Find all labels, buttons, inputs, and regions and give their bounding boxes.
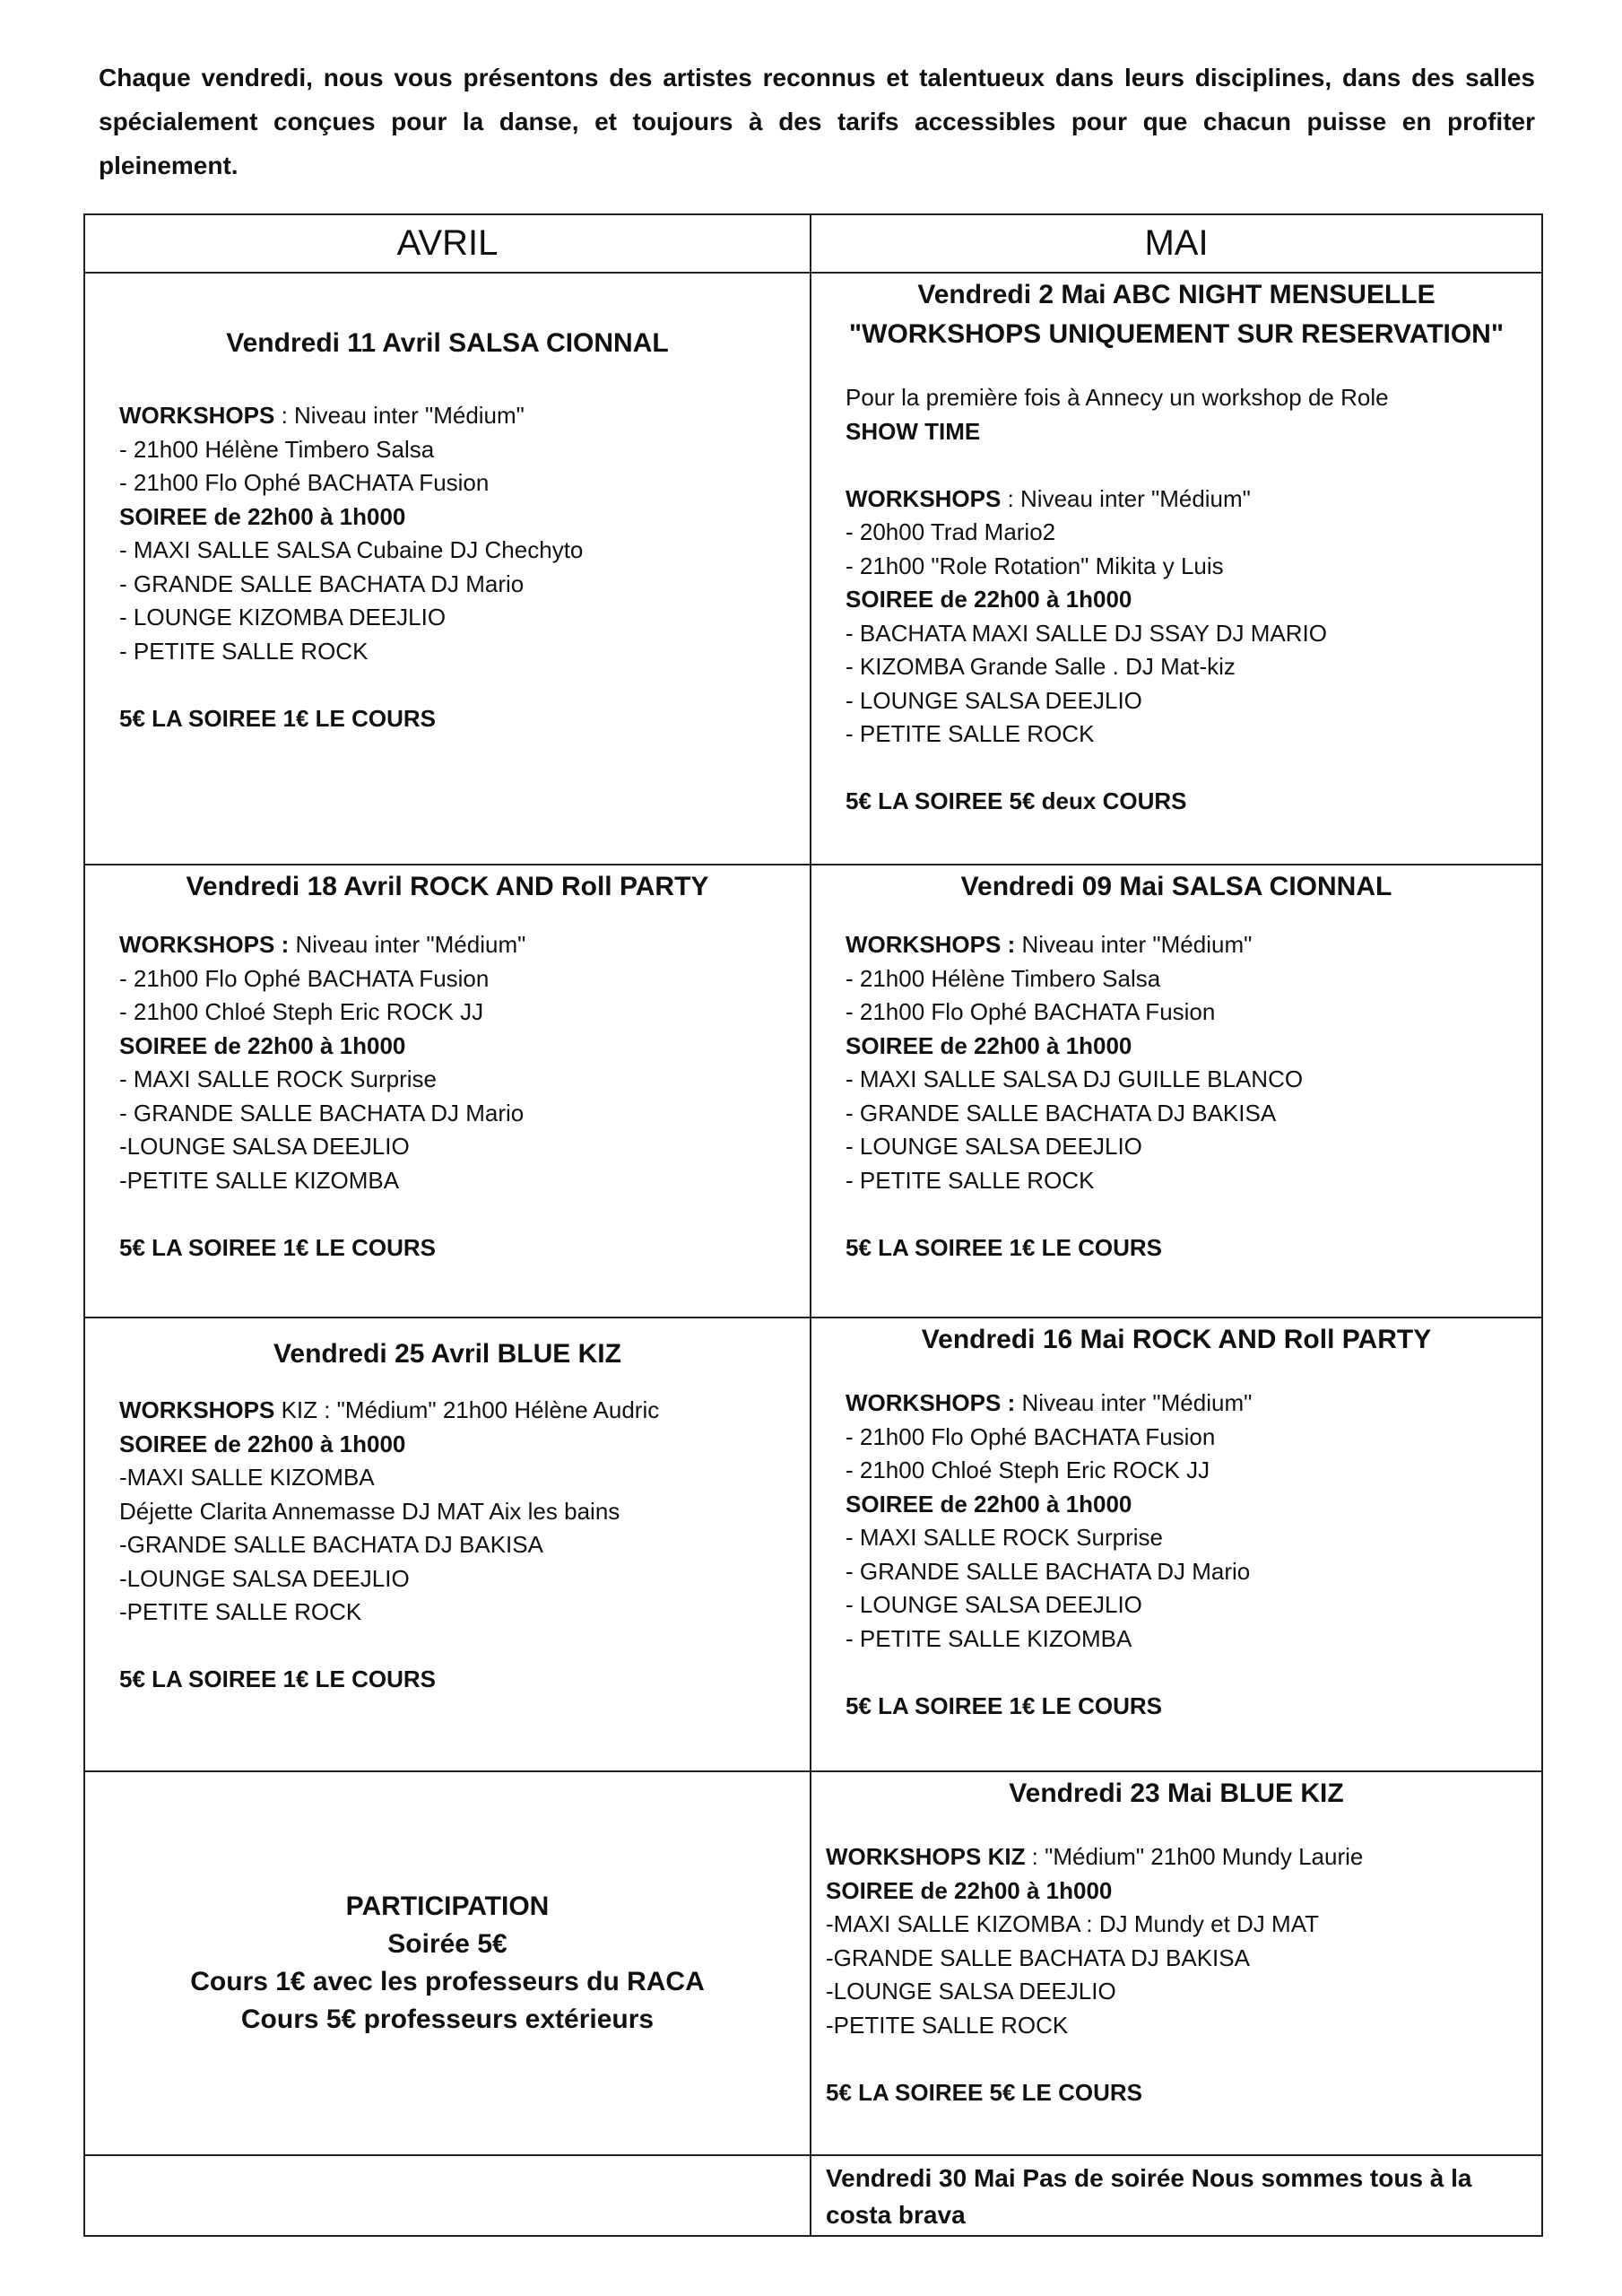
event-title: Vendredi 2 Mai ABC NIGHT MENSUELLE xyxy=(917,280,1436,309)
workshop-line: - 21h00 Chloé Steph Eric ROCK JJ xyxy=(846,1457,1210,1483)
workshops-label: WORKSHOPS : xyxy=(846,931,1016,958)
salle-line: - MAXI SALLE SALSA DJ GUILLE BLANCO xyxy=(846,1065,1304,1092)
participation-cell xyxy=(84,1771,811,2155)
workshops-label: WORKSHOPS xyxy=(119,402,275,429)
salle-line: - GRANDE SALLE BACHATA DJ Mario xyxy=(119,570,525,597)
salle-line: - LOUNGE SALSA DEEJLIO xyxy=(846,1591,1142,1618)
salle-line: -MAXI SALLE KIZOMBA xyxy=(119,1464,375,1491)
price-line: 5€ LA SOIREE 1€ LE COURS xyxy=(119,1233,437,1261)
soiree-hours: SOIREE de 22h00 à 1h000 xyxy=(119,1031,406,1059)
soiree-hours: SOIREE de 22h00 à 1h000 xyxy=(119,1430,406,1457)
workshops-detail: : "Médium" 21h00 Mundy Laurie xyxy=(1025,1843,1364,1870)
price-line: 5€ LA SOIREE 1€ LE COURS xyxy=(119,1665,437,1692)
salle-line: -MAXI SALLE KIZOMBA : DJ Mundy et DJ MAT xyxy=(826,1910,1319,1937)
workshops-level: : Niveau inter "Médium" xyxy=(274,402,525,429)
salle-line: -GRANDE SALLE BACHATA DJ BAKISA xyxy=(826,1944,1250,1971)
closing-note-line: costa brava xyxy=(826,2201,966,2229)
salle-line: - KIZOMBA Grande Salle . DJ Mat-kiz xyxy=(846,653,1236,680)
salle-line: - MAXI SALLE ROCK Surprise xyxy=(846,1524,1163,1551)
empty-cell xyxy=(84,2155,811,2236)
workshop-line: - 21h00 Chloé Steph Eric ROCK JJ xyxy=(119,998,484,1025)
price-line: 5€ LA SOIREE 1€ LE COURS xyxy=(846,1692,1163,1719)
salle-line: -GRANDE SALLE BACHATA DJ BAKISA xyxy=(119,1531,543,1558)
workshops-level: Niveau inter "Médium" xyxy=(1015,931,1253,958)
salle-line: -LOUNGE SALSA DEEJLIO xyxy=(119,1564,410,1592)
salle-line: - GRANDE SALLE BACHATA DJ Mario xyxy=(846,1557,1251,1585)
table-row xyxy=(84,2155,1542,2236)
table-row xyxy=(84,865,1542,1318)
intro-paragraph: Chaque vendredi, nous vous présentons des artistes reconnus et talentueux dans leurs disciplines, dans des salles spécialement conçues pour la danse, et toujours à des tarifs accessibles pour que chacun puisse en profiter pleinement. xyxy=(99,64,1535,179)
event-cell-mai-16 xyxy=(811,1318,1542,1771)
price-line: 5€ LA SOIREE 1€ LE COURS xyxy=(846,1233,1163,1261)
soiree-hours: SOIREE de 22h00 à 1h000 xyxy=(846,1031,1132,1059)
salle-line: - PETITE SALLE ROCK xyxy=(119,637,369,665)
salle-line: - GRANDE SALLE BACHATA DJ BAKISA xyxy=(846,1099,1277,1126)
event-title: Vendredi 11 Avril SALSA CIONNAL xyxy=(226,328,669,358)
salle-line: - PETITE SALLE ROCK xyxy=(846,720,1095,747)
participation-soiree: Soirée 5€ xyxy=(387,1929,507,1959)
salle-line: Déjette Clarita Annemasse DJ MAT Aix les bains xyxy=(119,1497,620,1525)
soiree-hours: SOIREE de 22h00 à 1h000 xyxy=(846,1490,1132,1518)
salle-line: - LOUNGE SALSA DEEJLIO xyxy=(846,686,1142,714)
participation-block xyxy=(85,1888,810,2039)
workshop-line: - 21h00 Hélène Timbero Salsa xyxy=(846,964,1161,992)
event-title: Vendredi 18 Avril ROCK AND Roll PARTY xyxy=(186,872,709,901)
workshops-label: WORKSHOPS xyxy=(846,484,1002,512)
workshops-label: WORKSHOPS : xyxy=(846,1389,1016,1416)
column-header-may: MAI xyxy=(811,214,1542,273)
salle-line: - GRANDE SALLE BACHATA DJ Mario xyxy=(119,1099,525,1126)
table-row xyxy=(84,1318,1542,1771)
salle-line: -LOUNGE SALSA DEEJLIO xyxy=(826,1978,1116,2005)
table-header-row xyxy=(84,214,1542,273)
workshop-line: - 21h00 Flo Ophé BACHATA Fusion xyxy=(846,998,1216,1025)
workshop-line: - 20h00 Trad Mario2 xyxy=(846,518,1056,545)
closing-note-line: Vendredi 30 Mai Pas de soirée Nous sommes tous à la xyxy=(826,2164,1472,2192)
participation-title: PARTICIPATION xyxy=(345,1892,550,1921)
event-title: Vendredi 23 Mai BLUE KIZ xyxy=(1009,1779,1344,1808)
price-line: 5€ LA SOIREE 5€ deux COURS xyxy=(846,787,1187,814)
soiree-hours: SOIREE de 22h00 à 1h000 xyxy=(846,586,1132,613)
workshops-level: Niveau inter "Médium" xyxy=(1015,1389,1253,1416)
salle-line: - PETITE SALLE ROCK xyxy=(846,1166,1095,1194)
price-line: 5€ LA SOIREE 1€ LE COURS xyxy=(119,704,437,732)
salle-line: -LOUNGE SALSA DEEJLIO xyxy=(119,1133,410,1160)
workshops-label: WORKSHOPS : xyxy=(119,931,290,958)
event-title: Vendredi 09 Mai SALSA CIONNAL xyxy=(960,872,1392,901)
event-cell-mai-02 xyxy=(811,273,1542,865)
event-cell-avril-11 xyxy=(84,273,811,865)
participation-cours-raca: Cours 1€ avec les professeurs du RACA xyxy=(190,1967,705,1996)
salle-line: - BACHATA MAXI SALLE DJ SSAY DJ MARIO xyxy=(846,619,1327,647)
workshop-line: - 21h00 Flo Ophé BACHATA Fusion xyxy=(119,469,490,496)
workshop-line: - 21h00 Flo Ophé BACHATA Fusion xyxy=(846,1422,1216,1450)
table-row xyxy=(84,273,1542,865)
schedule-table xyxy=(83,213,1543,2237)
soiree-hours: SOIREE de 22h00 à 1h000 xyxy=(119,502,406,530)
event-cell-avril-18 xyxy=(84,865,811,1318)
event-subtitle: "WORKSHOPS UNIQUEMENT SUR RESERVATION" xyxy=(848,319,1505,349)
table-row xyxy=(84,1771,1542,2155)
soiree-hours: SOIREE de 22h00 à 1h000 xyxy=(826,1876,1113,1904)
event-intro: Pour la première fois à Annecy un workshop de Role xyxy=(846,384,1389,411)
event-cell-avril-25 xyxy=(84,1318,811,1771)
workshop-line: - 21h00 "Role Rotation" Mikita y Luis xyxy=(846,552,1224,579)
workshop-line: - 21h00 Hélène Timbero Salsa xyxy=(119,435,435,463)
price-line: 5€ LA SOIREE 5€ LE COURS xyxy=(826,2078,1143,2106)
salle-line: - LOUNGE KIZOMBA DEEJLIO xyxy=(119,604,447,631)
salle-line: - MAXI SALLE SALSA Cubaine DJ Chechyto xyxy=(119,536,584,563)
event-cell-mai-23 xyxy=(811,1771,1542,2155)
event-cell-mai-09 xyxy=(811,865,1542,1318)
workshops-level: : Niveau inter "Médium" xyxy=(1001,484,1251,512)
salle-line: - MAXI SALLE ROCK Surprise xyxy=(119,1065,437,1092)
salle-line: - LOUNGE SALSA DEEJLIO xyxy=(846,1133,1142,1160)
participation-cours-ext: Cours 5€ professeurs extérieurs xyxy=(240,2005,655,2034)
column-header-april: AVRIL xyxy=(84,214,811,273)
event-cell-mai-30 xyxy=(811,2155,1542,2236)
event-title: Vendredi 25 Avril BLUE KIZ xyxy=(273,1339,621,1369)
event-intro-bold: SHOW TIME xyxy=(846,417,981,445)
workshops-label: WORKSHOPS KIZ xyxy=(826,1843,1026,1870)
salle-line: -PETITE SALLE KIZOMBA xyxy=(119,1166,400,1194)
salle-line: -PETITE SALLE ROCK xyxy=(119,1598,362,1625)
workshop-line: - 21h00 Flo Ophé BACHATA Fusion xyxy=(119,964,490,992)
workshops-detail: KIZ : "Médium" 21h00 Hélène Audric xyxy=(274,1396,660,1423)
salle-line: -PETITE SALLE ROCK xyxy=(826,2011,1069,2039)
workshops-level: Niveau inter "Médium" xyxy=(289,931,526,958)
event-title: Vendredi 16 Mai ROCK AND Roll PARTY xyxy=(921,1325,1432,1354)
salle-line: - PETITE SALLE KIZOMBA xyxy=(846,1624,1132,1652)
workshops-label: WORKSHOPS xyxy=(119,1396,275,1423)
